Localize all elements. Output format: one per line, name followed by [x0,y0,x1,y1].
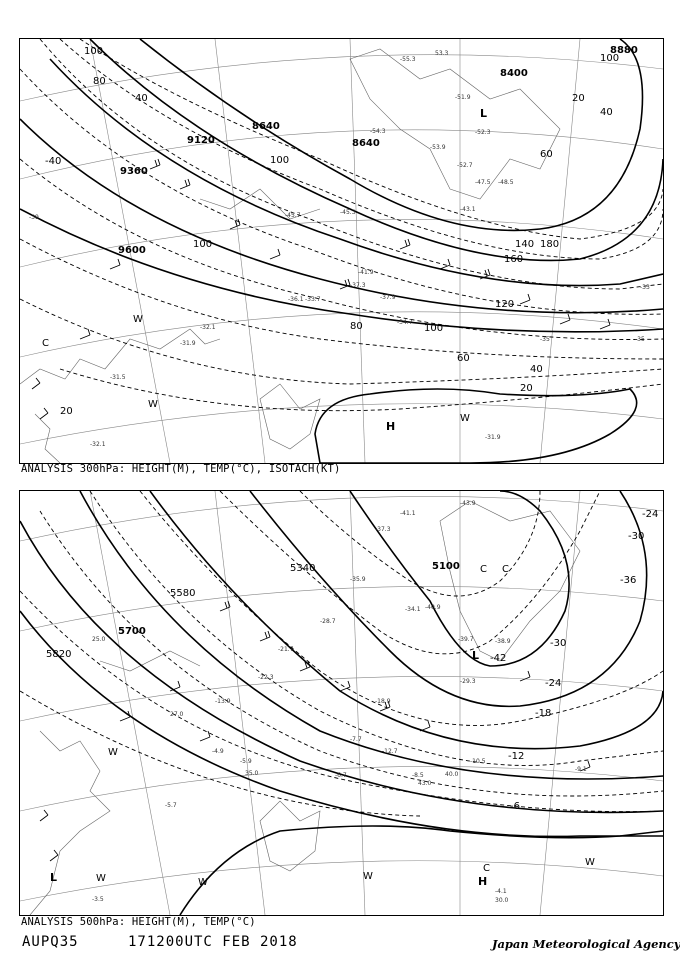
station-value: 25.0 [92,636,106,643]
station-value: 43.0 [418,780,432,787]
station-value: -41.1 [400,510,416,517]
station-value: -36.1 [288,296,304,303]
height-label: 5100 [432,561,460,572]
map-300hpa [19,38,664,464]
isotach-label: 100 [424,323,444,334]
caption-500hpa: ANALYSIS 500hPa: HEIGHT(M), TEMP(°C) [21,916,256,928]
warm-center: W [198,877,208,888]
height-label: 5340 [290,563,316,574]
cold-center: C [502,564,509,575]
station-value: -51.9 [455,94,471,101]
station-value: -38.9 [495,638,511,645]
temperature-label: -35 [540,336,550,343]
temperature-label: -24 [545,678,562,689]
station-value: -34.7 [397,319,413,326]
high-center: H [478,875,488,888]
warm-center: W [148,399,158,410]
station-value: -31.9 [180,340,196,347]
station-value: 40.0 [445,771,459,778]
isotach-label: 40 [135,93,148,104]
height-label: 5820 [46,649,72,660]
height-label: 9600 [118,245,146,256]
isotach-label: 100 [84,46,104,57]
low-center: L [472,649,480,662]
station-value: -52.3 [475,129,491,136]
temperature-label: -42 [490,653,507,664]
map-500hpa [19,490,664,916]
station-value: -12.7 [382,748,398,755]
station-value: -6.7 [335,772,347,779]
height-label: 5700 [118,626,146,637]
station-value: -37.3 [375,526,391,533]
warm-center: W [133,314,143,325]
station-value: 35.0 [245,770,259,777]
warm-center: W [363,871,373,882]
station-value: -8.5 [412,772,424,779]
station-value: -29.3 [460,678,476,685]
agency-name: Japan Meteorological Agency [492,937,680,951]
station-value: -13.9 [215,698,231,705]
station-value: -37.3 [350,282,366,289]
station-value: -55.3 [400,56,416,63]
isotach-label: 20 [520,383,533,394]
warm-center: W [96,873,106,884]
high-center: H [386,420,396,433]
temperature-label: -12 [508,751,525,762]
station-value: -4.1 [495,888,507,895]
isotach-label: 60 [540,149,553,160]
station-value: -5.9 [240,758,252,765]
station-value: -45.3 [340,209,356,216]
graticule [20,491,663,915]
station-value: -52.7 [457,162,473,169]
station-value: -9.1 [575,766,587,773]
warm-center: W [108,747,118,758]
temperature-label: -35 [635,336,645,343]
temperature-label: -33 [640,284,650,291]
warm-center: W [585,857,595,868]
height-label: 9360 [120,166,148,177]
station-value: -41.9 [358,269,374,276]
station-value: -28.7 [320,618,336,625]
station-value: -7.7 [350,736,362,743]
isotach-label: 20 [60,406,73,417]
isotach-label: 20 [572,93,585,104]
station-value: -47.5 [475,179,491,186]
height-label: 9120 [187,135,215,146]
station-value: -31.9 [485,434,501,441]
station-value: -5.7 [165,802,177,809]
coastlines [20,49,560,463]
isotach-label: 60 [457,353,470,364]
station-value: -37.9 [380,294,396,301]
temperature-label: -30 [550,638,567,649]
station-value: -40.9 [425,604,441,611]
isotach-label: 160 [504,254,524,265]
low-center: L [50,871,58,884]
height-contours [20,39,663,463]
station-value: 30.0 [495,897,509,904]
isotach-label: 100 [193,239,213,250]
station-value: -45.7 [285,212,301,219]
station-value: -53.9 [430,144,446,151]
isotherm-lines [20,491,663,816]
station-value: -32.1 [200,324,216,331]
map-300hpa-chart [20,39,663,463]
temperature-label: -40 [45,156,62,167]
height-label: 5580 [170,588,196,599]
temperature-label: -30 [628,531,645,542]
station-value: -3.5 [92,896,104,903]
analysis-time: 171200UTC FEB 2018 [128,934,298,950]
height-label: 8640 [252,121,280,132]
station-value: -18.9 [375,698,391,705]
isotach-label: 80 [93,76,106,87]
temperature-label: -36 [620,575,637,586]
isotach-label: 140 [515,239,535,250]
caption-300hpa: ANALYSIS 300hPa: HEIGHT(M), TEMP(°C), ISOTACH(KT) [21,463,341,475]
cold-center: C [480,564,487,575]
station-value: -21.7 [278,646,294,653]
cold-center: C [42,338,49,349]
isotach-label: 80 [350,321,363,332]
station-value: 27.0 [170,711,184,718]
station-value: -43.9 [460,500,476,507]
station-value: -43.1 [460,206,476,213]
isotach-label: 40 [530,364,543,375]
isotach-label: 100 [600,53,620,64]
temperature-label: -39 [29,214,39,221]
warm-center: W [460,413,470,424]
station-value: -4.9 [212,748,224,755]
height-label: 8640 [352,138,380,149]
chart-code: AUPQ35 [22,934,79,950]
station-value: -32.1 [90,441,106,448]
height-label: 8400 [500,68,528,79]
station-value: -39.7 [458,636,474,643]
isotach-label: 180 [540,239,560,250]
temperature-label: -24 [642,509,659,520]
station-value: -35.9 [350,576,366,583]
height-label: 8880 [610,45,638,56]
station-value: -10.5 [470,758,486,765]
cold-center: C [483,863,490,874]
station-value: 53.3 [435,50,449,57]
isotach-label: 100 [270,155,290,166]
station-value: -34.1 [405,606,421,613]
station-value: -54.3 [370,128,386,135]
low-center: L [480,107,488,120]
temperature-label: -6 [510,801,520,812]
map-500hpa-chart [20,491,663,915]
station-value: -48.5 [498,179,514,186]
isotach-label: 40 [600,107,613,118]
station-value: -31.5 [110,374,126,381]
station-value: -22.3 [258,674,274,681]
station-value: -33.7 [305,296,321,303]
temperature-label: -18 [535,708,552,719]
height-contours [20,491,663,915]
isotach-label: 120 [495,299,515,310]
graticule [20,39,663,463]
